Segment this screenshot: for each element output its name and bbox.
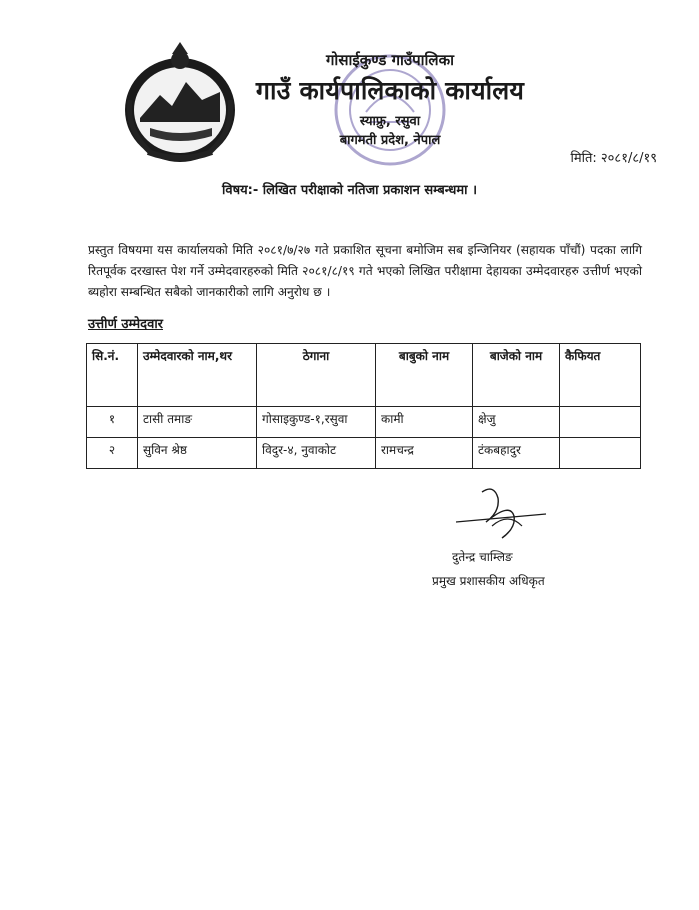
office-address-line2: बागमती प्रदेश, नेपाल — [339, 133, 441, 148]
section-heading: उत्तीर्ण उम्मेदवार — [88, 317, 163, 332]
cell-name: सुविन श्रेष्ठ — [138, 438, 257, 469]
cell-address: गोसाइकुण्ड-१,रसुवा — [257, 407, 376, 438]
cell-serial: १ — [87, 407, 138, 438]
notice-date: मिति: २०८१/८/१९ — [570, 151, 657, 166]
col-header-remarks: कैफियत — [560, 344, 641, 407]
cell-remarks — [560, 438, 641, 469]
col-header-serial: सि.नं. — [87, 344, 138, 407]
cell-remarks — [560, 407, 641, 438]
cell-address: विदुर-४, नुवाकोट — [257, 438, 376, 469]
signatory-name: दुतेन्द्र चाम्लिङ — [452, 550, 513, 564]
cell-name: टासी तमाङ — [138, 407, 257, 438]
nepal-emblem-icon — [120, 40, 240, 165]
signatory-title: प्रमुख प्रशासकीय अधिकृत — [432, 574, 545, 588]
table-row — [87, 407, 641, 438]
col-header-name: उम्मेदवारको नाम,थर — [138, 344, 257, 407]
cell-serial: २ — [87, 438, 138, 469]
cell-grandfather: क्षेजु — [473, 407, 560, 438]
results-table — [86, 343, 641, 469]
cell-father: रामचन्द्र — [376, 438, 473, 469]
office-address-line1: स्याफ्रु, रसुवा — [359, 114, 421, 129]
notice-subject: विषय:- लिखित परीक्षाको नतिजा प्रकाशन सम्बन्धमा । — [221, 183, 477, 198]
office-name: गाउँ कार्यपालिकाको कार्यालय — [255, 76, 525, 105]
col-header-address: ठेगाना — [257, 344, 376, 407]
col-header-father: बाबुको नाम — [376, 344, 473, 407]
table-row — [87, 438, 641, 469]
cell-father: कामी — [376, 407, 473, 438]
municipality-name: गोसाईकुण्ड गाउँपालिका — [325, 51, 455, 69]
signature-icon — [452, 482, 552, 548]
col-header-grandfather: बाजेको नाम — [473, 344, 560, 407]
cell-grandfather: टंकबहादुर — [473, 438, 560, 469]
table-header-row — [87, 344, 641, 407]
notice-body: प्रस्तुत विषयमा यस कार्यालयको मिति २०८१/७/२७ गते प्रकाशित सूचना बमोजिम सब इन्जिनियर (सहायक पाँचौं) पदका लागि रितपूर्वक दरखास्त पेश गर्ने उम्मेदवारहरुको मिति २०८१/८/१९ गते भएको लिखित परीक्षामा देहायका उम्मेदवारहरु उत्तीर्ण भएको ब्यहोरा सम्बन्धित सबैको जानकारीको लागि अनुरोध छ । — [88, 243, 642, 299]
